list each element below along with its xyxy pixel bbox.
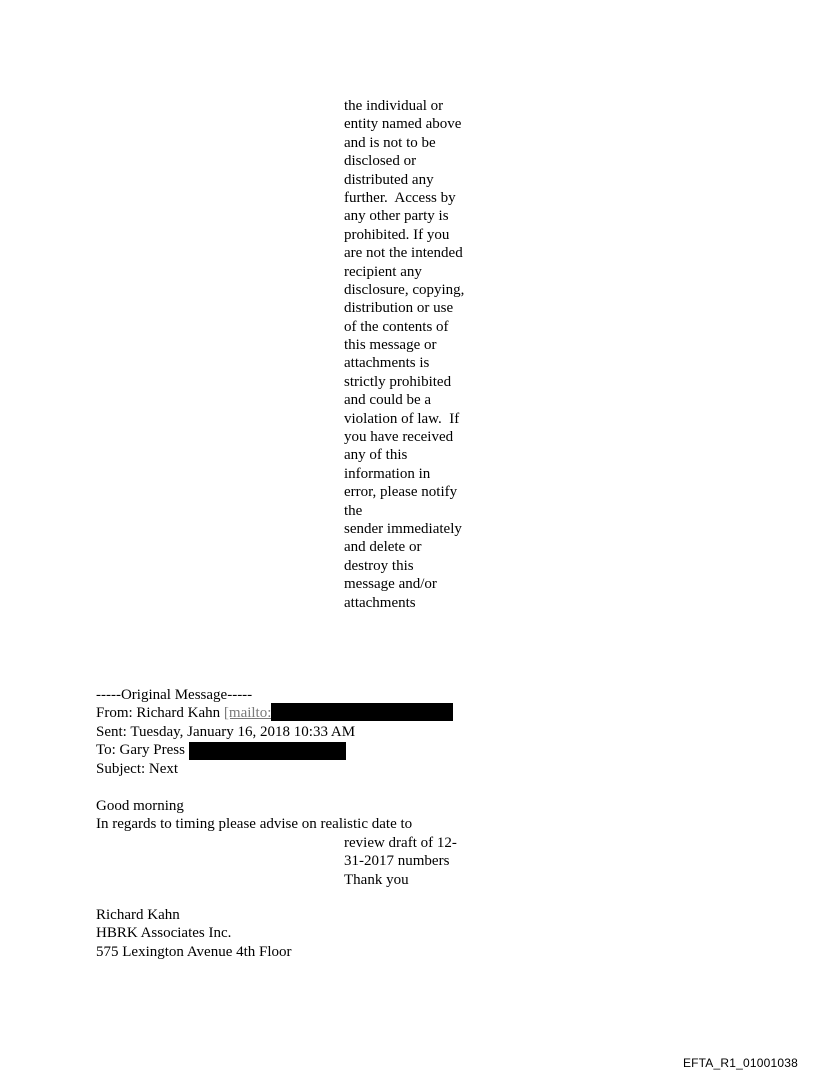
- disclaimer-line: this message or: [344, 337, 437, 354]
- disclaimer-line: and could be a: [344, 392, 432, 409]
- message-body: [96, 797, 516, 834]
- from-label: From: Richard Kahn: [96, 705, 224, 722]
- disclaimer-line: error, please notify: [344, 484, 458, 501]
- closing-line: Thank you: [344, 871, 409, 888]
- disclaimer-line: the: [344, 502, 363, 519]
- disclaimer-line: of the contents of: [344, 318, 449, 335]
- disclaimer-line: are not the intended: [344, 245, 463, 262]
- disclaimer-line: strictly prohibited: [344, 373, 452, 390]
- disclaimer-line: recipient any: [344, 263, 422, 280]
- to-label: To: Gary Press: [96, 742, 185, 759]
- disclaimer-line: and delete or: [344, 539, 422, 556]
- closing-line: review draft of 12-: [344, 835, 457, 851]
- disclaimer-line: sender immediately: [344, 520, 462, 537]
- signature-address: 575 Lexington Avenue 4th Floor: [96, 943, 292, 960]
- disclaimer-line: destroy this: [344, 557, 414, 574]
- to-line: [96, 741, 516, 759]
- subject-line: Subject: Next: [96, 760, 179, 777]
- message-closing: [344, 834, 484, 889]
- disclaimer-line: disclosure, copying,: [344, 281, 465, 298]
- disclaimer-line: any of this: [344, 447, 408, 464]
- greeting: Good morning: [96, 798, 184, 814]
- disclaimer-line: entity named above: [344, 116, 462, 133]
- body-line: In regards to timing please advise on realistic date to: [96, 816, 413, 833]
- signature-name: Richard Kahn: [96, 907, 180, 923]
- disclaimer-line: any other party is: [344, 208, 449, 225]
- disclaimer-line: further. Access by: [344, 189, 456, 206]
- from-line: [96, 704, 516, 722]
- signature-company: HBRK Associates Inc.: [96, 925, 232, 942]
- disclaimer-line: attachments: [344, 594, 416, 611]
- redaction-bar: [271, 703, 453, 721]
- original-message-separator: -----Original Message-----: [96, 687, 253, 703]
- disclaimer-line: distributed any: [344, 171, 434, 188]
- disclaimer-line: attachments is: [344, 355, 430, 372]
- disclaimer-line: violation of law. If: [344, 410, 460, 427]
- bates-number: EFTA_R1_01001038: [682, 1056, 798, 1070]
- disclaimer-line: information in: [344, 465, 431, 482]
- original-message-header: [96, 686, 516, 778]
- signature-block: [96, 906, 516, 961]
- disclaimer-line: the individual or: [344, 98, 444, 114]
- disclaimer-line: message and/or: [344, 576, 437, 593]
- disclaimer-line: disclosed or: [344, 153, 417, 170]
- mailto-link[interactable]: [mailto:: [223, 705, 272, 722]
- sent-line: Sent: Tuesday, January 16, 2018 10:33 AM: [96, 723, 356, 740]
- disclaimer-line: distribution or use: [344, 300, 454, 317]
- redaction-bar: [189, 742, 346, 760]
- disclaimer-line: and is not to be: [344, 134, 436, 151]
- confidentiality-disclaimer: [344, 97, 484, 612]
- closing-line: 31-2017 numbers: [344, 853, 450, 870]
- disclaimer-line: prohibited. If you: [344, 226, 450, 243]
- disclaimer-line: you have received: [344, 429, 454, 446]
